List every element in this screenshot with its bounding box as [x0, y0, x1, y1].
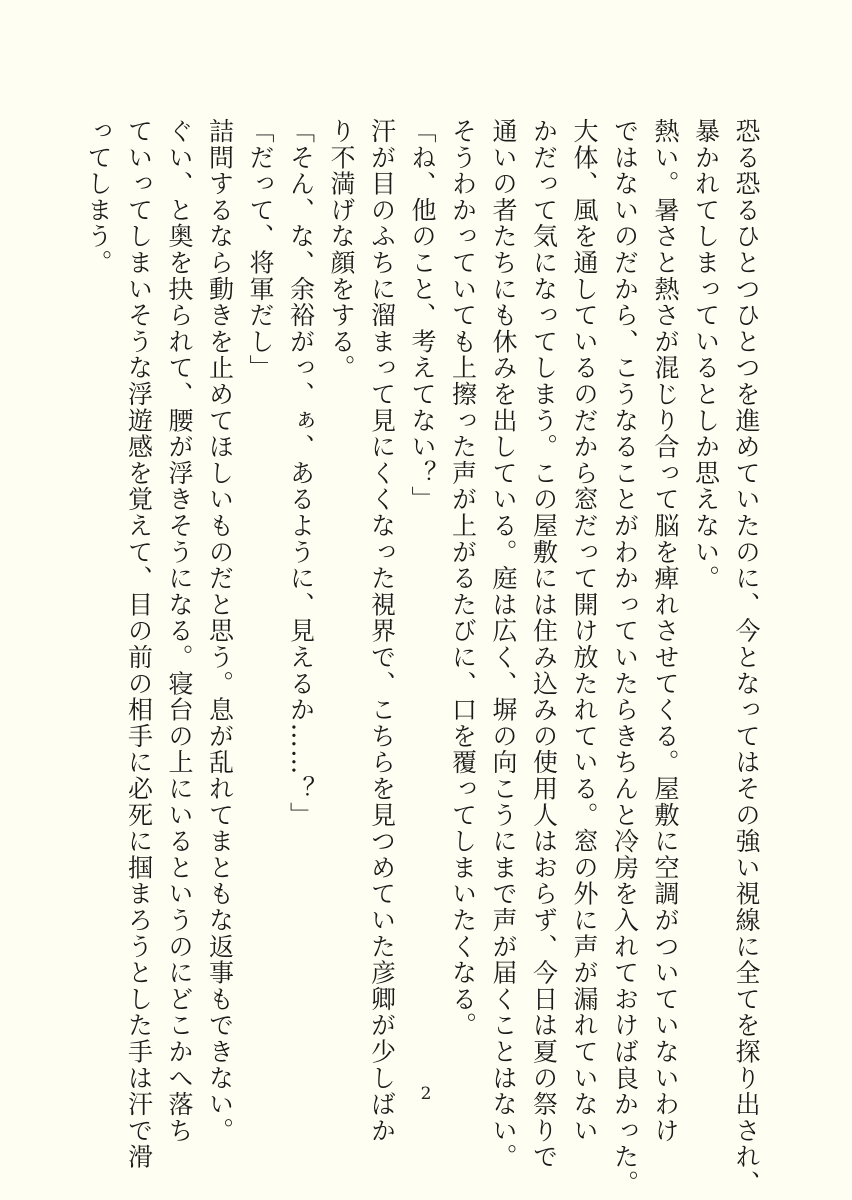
- text-line: り不満げな顔をする。: [327, 118, 356, 381]
- dialogue-line: 「そん、な、余裕がっ、ぁ、あるように、見えるか……？」: [286, 118, 316, 829]
- text-line: 熱い。暑さと熱さが混じり合って脳を痺れさせてくる。屋敷に空調がついていないわけ: [651, 118, 680, 1144]
- text-line: ていってしまいそうな浮遊感を覚えて、目の前の相手に必死に掴まろうとした手は汗で滑: [124, 118, 154, 1170]
- text-line: 詰問するなら動きを止めてほしいものだと思う。息が乱れてまともな返事もできない。: [205, 118, 235, 1144]
- text-line: 大体、風を通しているのだから窓だって開け放たれている。窓の外に声が漏れていない: [570, 118, 599, 1144]
- text-line: ぐい、と奥を抉られて、腰が浮きそうになる。寝台の上にいるというのにどこかへ落ち: [165, 118, 194, 1144]
- text-line: 通いの者たちにも休みを出している。庭は広く、塀の向こうにまで声が届くことはない。: [489, 118, 518, 1170]
- text-line: そうわかっていても上擦った声が上がるたびに、口を覆ってしまいたくなる。: [448, 118, 478, 1039]
- vertical-text-block: [78, 118, 767, 1197]
- page-number: 2: [420, 1084, 432, 1104]
- dialogue-line: 「だって、将軍だし」: [246, 118, 275, 381]
- text-line: 恐る恐るひとつひとつを進めていたのに、今となってはその強い視線に全てを探り出され、: [732, 118, 761, 1197]
- text-line: ってしまう。: [84, 118, 113, 276]
- text-line: ではないのだから、こうなることがわかっていたらきちんと冷房を入れておけば良かった。: [610, 118, 640, 1197]
- text-line: かだって気になってしまう。この屋敷には住み込みの使用人はおらず、今日は夏の祭りで: [529, 118, 559, 1170]
- text-line: 暴かれてしまっているとしか思えない。: [691, 118, 721, 592]
- dialogue-line: 「ね、他のこと、考えてない？」: [408, 118, 437, 513]
- text-line: 汗が目のふちに溜まって見にくくなった視界で、こちらを見つめていた彦卿が少しばか: [367, 118, 397, 1144]
